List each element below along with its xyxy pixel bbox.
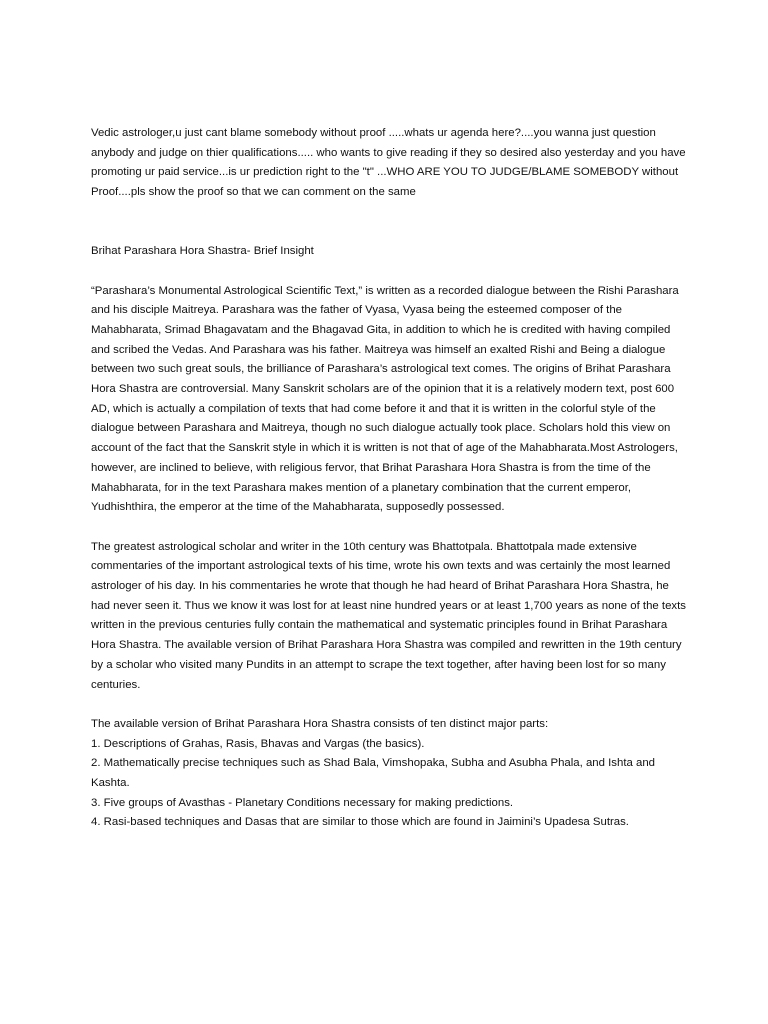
list-item: 2. Mathematically precise techniques such as Shad Bala, Vimshopaka, Subha and Asubha Phala, and Ishta and Kashta.	[91, 757, 655, 790]
body-paragraph-2: The greatest astrological scholar and writer in the 10th century was Bhattotpala. Bhattotpala made extensive commentaries of the important astrological texts of his time, wrote his own texts and was certainly the most learned astrologer of his day. In his commentaries he wrote that though he had heard of Brihat Parashara Hora Shastra, he had never seen it. Thus we know it was lost for at least nine hundred years or at least 1,700 years as none of the texts written in the previous centuries fully contain the mathematical and systematic principles found in Brihat Parashara Hora Shastra. The available version of Brihat Parashara Hora Shastra was compiled and rewritten in the 19th century by a scholar who visited many Pundits in an attempt to scrape the text together, after having been lost for so many centuries.	[91, 540, 686, 691]
list-item: 1. Descriptions of Grahas, Rasis, Bhavas and Vargas (the basics).	[91, 737, 425, 750]
document-page	[91, 124, 691, 833]
parts-list	[91, 735, 691, 834]
list-intro: The available version of Brihat Parashara Hora Shastra consists of ten distinct major parts:	[91, 717, 549, 730]
intro-paragraph: Vedic astrologer,u just cant blame somebody without proof .....whats ur agenda here?....you wanna just question anybody and judge on thier qualifications..... who wants to give reading if they so desired also yesterday and you have promoting ur paid service...is ur prediction right to the "t" ...WHO ARE YOU TO JUDGE/BLAME SOMEBODY without Proof....pls show the proof so that we can comment on the same	[91, 127, 686, 199]
list-item: 4. Rasi-based techniques and Dasas that are similar to those which are found in Jaimini’s Upadesa Sutras.	[91, 816, 629, 829]
section-heading: Brihat Parashara Hora Shastra- Brief Insight	[91, 244, 314, 257]
body-paragraph-1: “Parashara’s Monumental Astrological Scientific Text,” is written as a recorded dialogue between the Rishi Parashara and his disciple Maitreya. Parashara was the father of Vyasa, Vyasa being the esteemed composer of the Mahabharata, Srimad Bhagavatam and the Bhagavad Gita, in addition to which he is credited with having compiled and scribed the Vedas. And Parashara was his father. Maitreya was himself an exalted Rishi and Being a dialogue between two such great souls, the brilliance of Parashara’s astrological text comes. The origins of Brihat Parashara Hora Shastra are controversial. Many Sanskrit scholars are of the opinion that it is a relatively modern text, post 600 AD, which is actually a compilation of texts that had come before it and that it is written in the colorful style of the dialogue between Parashara and Maitreya, though no such dialogue actually took place. Scholars hold this view on account of the fact that the Sanskrit style in which it is written is not that of age of the Mahabharata.Most Astrologers, however, are inclined to believe, with religious fervor, that Brihat Parashara Hora Shastra is from the time of the Mahabharata, for in the text Parashara makes mention of a planetary combination that the current emperor, Yudhishthira, the emperor at the time of the Mahabharata, supposedly possessed.	[91, 284, 679, 514]
list-item: 3. Five groups of Avasthas - Planetary Conditions necessary for making predictions.	[91, 796, 514, 809]
